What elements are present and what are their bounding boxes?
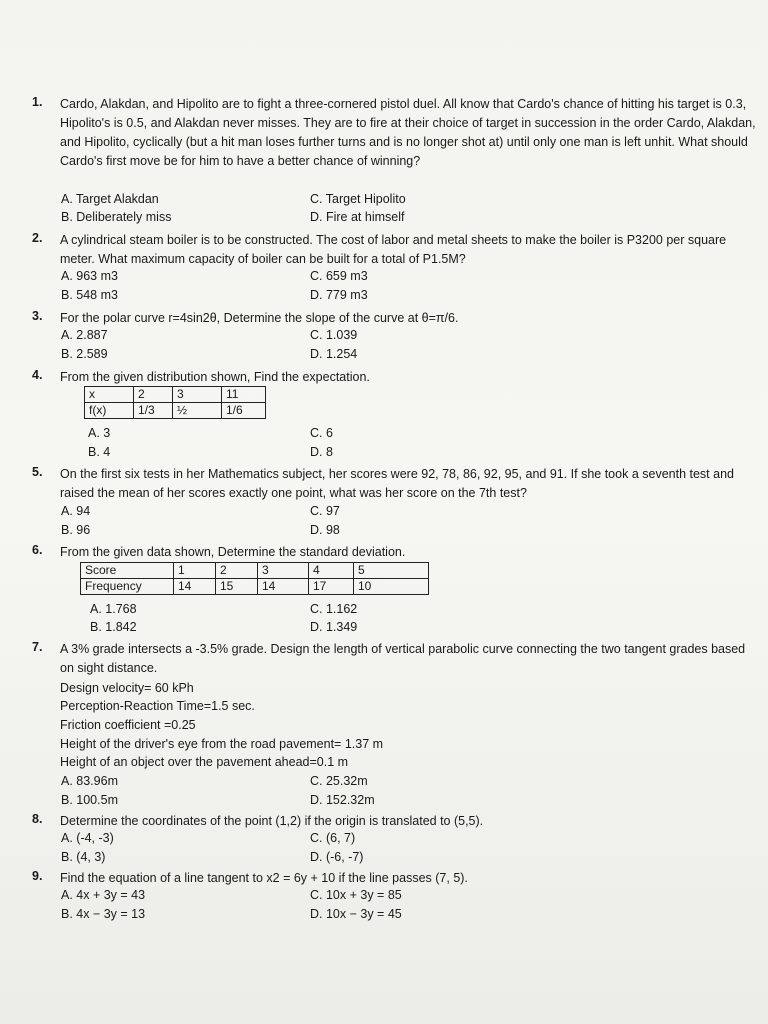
question-text: On the first six tests in her Mathematics subject, her scores were 92, 78, 86, 92, 95, and 91. If she took a seventh test and raised the mean of her scores exactly one point, what was her score on the 7th test? <box>60 467 734 500</box>
question-number: 7. <box>32 640 43 654</box>
option-a: A. 83.96m <box>61 774 118 788</box>
question-text: A 3% grade intersects a -3.5% grade. Design the length of vertical parabolic curve connecting the two tangent grades based on sight distance. <box>60 642 746 675</box>
option-c: C. (6, 7) <box>310 831 356 845</box>
table-cell: 17 <box>309 579 354 595</box>
table-cell: 11 <box>222 387 266 403</box>
option-b: B. 96 <box>61 523 91 537</box>
option-d: D. 1.254 <box>310 347 358 361</box>
table-row <box>81 579 429 595</box>
table-cell: 1/3 <box>134 403 173 419</box>
frequency-table <box>80 562 429 595</box>
design-detail: Perception-Reaction Time=1.5 sec. <box>60 699 255 713</box>
option-a: A. 94 <box>61 504 91 518</box>
table-cell: f(x) <box>85 403 134 419</box>
option-c: C. 97 <box>310 504 340 518</box>
option-a: A. 963 m3 <box>61 269 118 283</box>
question-text: Determine the coordinates of the point (1,2) if the origin is translated to (5,5). <box>60 814 484 828</box>
option-d: D. 779 m3 <box>310 288 368 302</box>
option-b: B. 4 <box>88 445 111 459</box>
table-row <box>81 563 429 579</box>
question-number: 8. <box>32 812 43 826</box>
option-d: D. 98 <box>310 523 340 537</box>
design-detail: Design velocity= 60 kPh <box>60 681 194 695</box>
option-b: B. 2.589 <box>61 347 108 361</box>
table-cell: ½ <box>173 403 222 419</box>
table-cell: 1/6 <box>222 403 266 419</box>
option-c: C. 659 m3 <box>310 269 368 283</box>
option-d: D. Fire at himself <box>310 210 405 224</box>
option-c: C. 1.162 <box>310 602 358 616</box>
option-a: A. 3 <box>88 426 111 440</box>
option-b: B. Deliberately miss <box>61 210 172 224</box>
table-cell: 3 <box>173 387 222 403</box>
option-b: B. (4, 3) <box>61 850 106 864</box>
option-c: C. 25.32m <box>310 774 368 788</box>
table-cell: 14 <box>174 579 216 595</box>
option-a: A. 1.768 <box>90 602 137 616</box>
table-cell: 4 <box>309 563 354 579</box>
option-d: D. 10x − 3y = 45 <box>310 907 402 921</box>
option-c: C. 10x + 3y = 85 <box>310 888 402 902</box>
question-text: From the given distribution shown, Find the expectation. <box>60 370 370 384</box>
option-c: C. 1.039 <box>310 328 358 342</box>
table-row <box>85 403 266 419</box>
option-d: D. 1.349 <box>310 620 358 634</box>
question-text: From the given data shown, Determine the standard deviation. <box>60 545 406 559</box>
option-a: A. Target Alakdan <box>61 192 159 206</box>
question-text: Find the equation of a line tangent to x2 = 6y + 10 if the line passes (7, 5). <box>60 871 468 885</box>
table-cell: Score <box>81 563 174 579</box>
option-d: D. (-6, -7) <box>310 850 364 864</box>
option-c: C. 6 <box>310 426 333 440</box>
distribution-table <box>84 386 266 419</box>
design-detail: Height of the driver's eye from the road pavement= 1.37 m <box>60 737 384 751</box>
option-c: C. Target Hipolito <box>310 192 406 206</box>
question-number: 4. <box>32 368 43 382</box>
option-b: B. 548 m3 <box>61 288 118 302</box>
option-a: A. 2.887 <box>61 328 108 342</box>
table-cell: 2 <box>134 387 173 403</box>
table-cell: x <box>85 387 134 403</box>
option-b: B. 100.5m <box>61 793 118 807</box>
table-cell: 3 <box>258 563 309 579</box>
question-number: 5. <box>32 465 43 479</box>
question-text: Cardo, Alakdan, and Hipolito are to fight a three-cornered pistol duel. All know that Cardo's chance of hitting his target is 0.3, Hipolito's is 0.5, and Alakdan never misses. They are to fire at their choice of target in succession in the order Cardo, Alakdan, and Hipolito, cyclically (but a hit man loses further turns and is no longer shot at) until only one man is left unhit. What should Cardo's first move be for him to have a better chance of winning? <box>60 97 756 168</box>
question-text: A cylindrical steam boiler is to be constructed. The cost of labor and metal sheets to make the boiler is P3200 per square meter. What maximum capacity of boiler can be built for a total of P1.5M? <box>60 233 727 266</box>
table-cell: 5 <box>354 563 429 579</box>
question-number: 9. <box>32 869 43 883</box>
design-detail: Height of an object over the pavement ahead=0.1 m <box>60 755 349 769</box>
question-text: For the polar curve r=4sin2θ, Determine the slope of the curve at θ=π/6. <box>60 311 459 325</box>
option-d: D. 152.32m <box>310 793 375 807</box>
table-cell: 2 <box>216 563 258 579</box>
option-a: A. 4x + 3y = 43 <box>61 888 146 902</box>
table-cell: 10 <box>354 579 429 595</box>
option-b: B. 4x − 3y = 13 <box>61 907 146 921</box>
table-cell: 14 <box>258 579 309 595</box>
option-b: B. 1.842 <box>90 620 137 634</box>
table-cell: 1 <box>174 563 216 579</box>
question-number: 6. <box>32 543 43 557</box>
question-number: 2. <box>32 231 43 245</box>
option-d: D. 8 <box>310 445 333 459</box>
design-detail: Friction coefficient =0.25 <box>60 718 196 732</box>
table-row <box>85 387 266 403</box>
question-number: 1. <box>32 95 43 109</box>
option-a: A. (-4, -3) <box>61 831 114 845</box>
question-number: 3. <box>32 309 43 323</box>
table-cell: 15 <box>216 579 258 595</box>
table-cell: Frequency <box>81 579 174 595</box>
